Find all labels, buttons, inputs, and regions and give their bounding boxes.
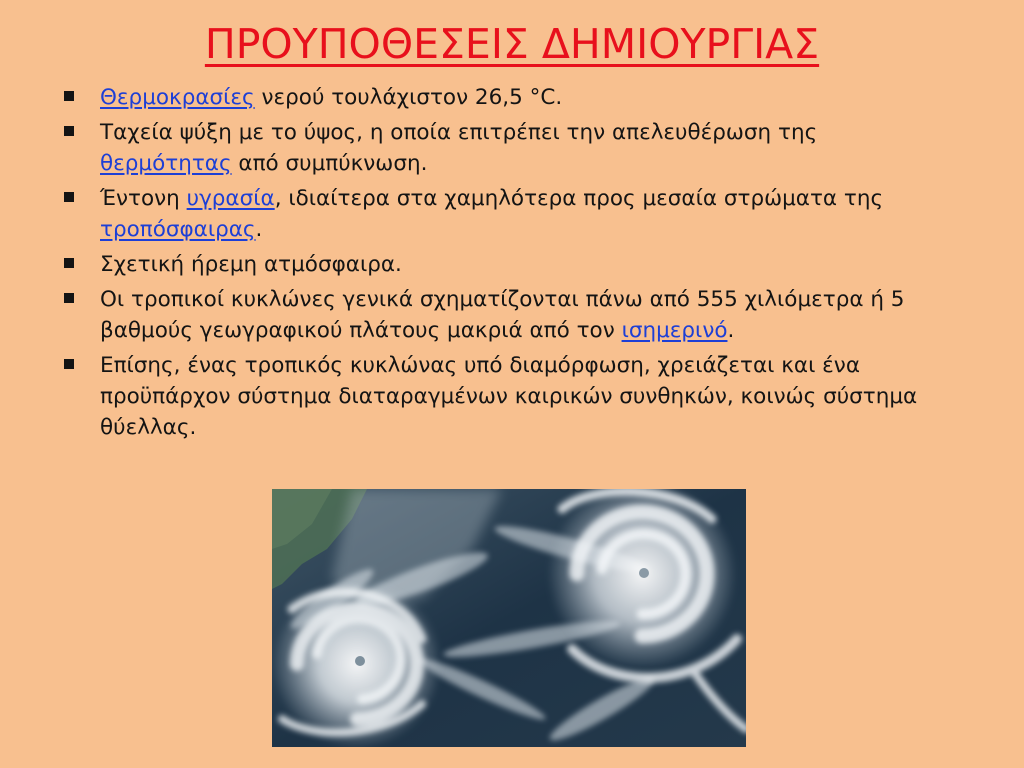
bullet-item	[62, 284, 942, 346]
bullet-item	[62, 82, 942, 113]
square-bullet-icon	[64, 91, 74, 101]
cyclone-satellite-image	[272, 489, 746, 747]
slide-title: ΠΡΟΥΠΟΘΕΣΕΙΣ ΔΗΜΙΟΥΡΓΙΑΣ	[204, 20, 820, 68]
bullet-text: , ιδιαίτερα στα χαμηλότερα προς μεσαία στρώματα της	[274, 186, 884, 211]
square-bullet-icon	[64, 359, 74, 369]
square-bullet-icon	[64, 258, 74, 268]
bullet-text: .	[255, 217, 263, 242]
hyperlink[interactable]: Θερμοκρασίες	[100, 85, 255, 110]
bullet-text: Ταχεία ψύξη με το ύψος, η οποία επιτρέπει την απελευθέρωση της	[100, 120, 818, 145]
hyperlink[interactable]: τροπόσφαιρας	[100, 217, 256, 242]
bullet-text: από συμπύκνωση.	[231, 151, 428, 176]
square-bullet-icon	[64, 192, 74, 202]
cyclone-left	[272, 579, 442, 747]
bullet-list	[62, 82, 942, 447]
hyperlink[interactable]: ισημερινό	[621, 318, 728, 343]
bullet-item	[62, 117, 942, 179]
bullet-item	[62, 350, 942, 443]
square-bullet-icon	[64, 293, 74, 303]
bullet-text: Σχετική ήρεμη ατμόσφαιρα.	[100, 252, 402, 277]
square-bullet-icon	[64, 126, 74, 136]
hyperlink[interactable]: θερμότητας	[100, 151, 232, 176]
bullet-text: .	[727, 318, 735, 343]
bullet-text: Οι τροπικοί κυκλώνες γενικά σχηματίζονται πάνω από 555 χιλιόμετρα ή 5 βαθμούς γεωγραφικού πλάτους μακριά από τον	[100, 287, 905, 343]
bullet-item	[62, 249, 942, 280]
bullet-text: νερού τουλάχιστον 26,5 °C.	[254, 85, 563, 110]
bullet-item	[62, 183, 942, 245]
cyclone-satellite-svg	[272, 489, 746, 747]
bullet-text: Έντονη	[100, 186, 187, 211]
hyperlink[interactable]: υγρασία	[186, 186, 275, 211]
bullet-text: Επίσης, ένας τροπικός κυκλώνας υπό διαμόρφωση, χρειάζεται και ένα προϋπάρχον σύστημα διαταραγμένων καιρικών συνθηκών, κοινώς σύστημα θύελλας.	[100, 353, 918, 440]
